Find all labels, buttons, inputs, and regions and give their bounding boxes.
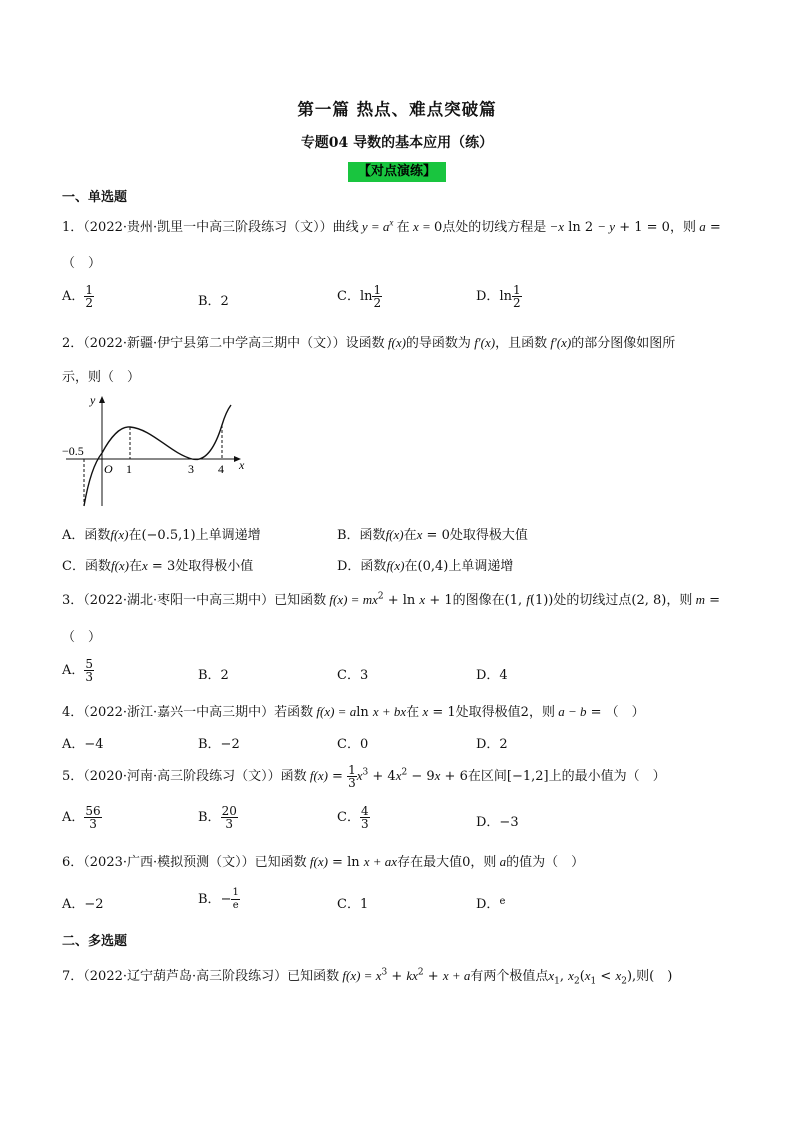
q3-option-c: C．3 [337,668,369,683]
question-3-stem: 3．（2022·湖北·枣阳一中高三期中）已知函数 $f(x) = mx^2 + \ln x + 1$的图像在(1, f(1))处的切线过点(2, 8)，则 m = [62,591,721,608]
question-2-stem: 2．（2022·新疆·伊宁县第二中学高三期中（文））设函数 f(x)的导函数为 f′(x)，且函数 f′(x)的部分图像如图所 [62,335,676,351]
fraction: $\frac{5}{3}$ [85,657,94,684]
question-3-paren: （ ） [62,630,102,645]
section-multi-choice: 二、多选题 [62,934,128,949]
q1-option-b: B．2 [198,294,229,309]
label-origin: O [104,462,113,476]
q4-option-a: A．−4 [62,737,104,752]
q1-option-d: D．ln $\frac{1}{2}$ [476,283,521,310]
label-x: x [239,458,245,472]
q2-option-a: A．函数f(x)在(−0.5,1)上单调递增 [62,527,261,543]
q2-option-d: D．函数f(x)在(0,4)上单调递增 [337,558,514,574]
q3-option-b: B．2 [198,668,229,683]
fraction: $\frac{4}{3}$ [360,804,369,831]
label-four: 4 [218,462,224,476]
derivative-graph [62,393,252,513]
q5-option-d: D．−3 [476,815,519,830]
label-one: 1 [126,462,132,476]
question-1-stem: 1．（2022·贵州·凯里一中高三阶段练习（文））曲线 $y = a^x$ 在 x = 0点处的切线方程是 −x ln 2 − y + 1 = 0，则 a = [62,217,721,235]
label-three: 3 [188,462,194,476]
q5-option-c: C． $\frac{4}{3}$ [337,804,369,831]
curve [84,405,231,506]
q1-option-c: C．ln $\frac{1}{2}$ [337,283,382,310]
question-1-paren: （ ） [62,256,102,271]
question-4-stem: 4．（2022·浙江·嘉兴一中高三期中）若函数 f(x) = aln x + bx在 x = 1处取得极值2，则 a − b = （ ） [62,704,645,720]
q4-option-c: C．0 [337,737,369,752]
q6-option-c: C．1 [337,897,369,912]
q5-option-a: A． $\frac{56}{3}$ [62,804,101,831]
fraction: $\frac{1}{e}$ [232,887,239,911]
q3-option-d: D．4 [476,668,508,683]
question-2-line2: 示，则（ ） [62,370,141,385]
q5-option-b: B． $\frac{20}{3}$ [198,804,237,831]
y-axis-arrow [99,396,105,403]
page-subtitle: 专题04 导数的基本应用（练） [300,135,494,151]
q4-option-b: B．−2 [198,737,240,752]
question-6-stem: 6．（2023·广西·模拟预测（文））已知函数 f(x) = ln x + ax存在最大值0，则 a的值为（ ） [62,854,585,870]
fraction: $\frac{1}{2}$ [373,283,382,310]
q4-option-d: D．2 [476,737,508,752]
section-single-choice: 一、单选题 [62,190,128,205]
label-y: y [90,393,96,407]
q2-option-b: B．函数f(x)在x = 0处取得极大值 [337,527,528,543]
practice-badge: 【对点演练】 [348,162,446,182]
fraction: $\frac{56}{3}$ [85,804,101,831]
q1-option-a: A． $\frac{1}{2}$ [62,283,94,310]
label-neg05: −0.5 [62,444,84,458]
q6-option-a: A．−2 [62,897,104,912]
page-title: 第一篇 热点、难点突破篇 [297,100,497,119]
q2-option-c: C．函数f(x)在x = 3处取得极小值 [62,558,254,574]
q6-option-b: B．− $\frac{1}{e}$ [198,887,239,911]
fraction: $\frac{1}{3}$ [348,763,356,790]
fraction: $\frac{1}{2}$ [512,283,521,310]
question-7-stem: 7．（2022·辽宁葫芦岛·高三阶段练习）已知函数 $f(x) = x^3 + kx^2 + x + a$有两个极值点$x_1$, $x_2(x_1 < x_2)$,则( ) [62,967,673,987]
fraction: $\frac{1}{2}$ [85,283,94,310]
fraction: $\frac{20}{3}$ [221,804,237,831]
q3-option-a: A． $\frac{5}{3}$ [62,657,94,684]
q6-option-d: D．$^e$ [476,896,506,912]
question-5-stem: 5．（2020·河南·高三阶段练习（文））函数 f(x) = $\frac{1}{3}$ $x^3 + 4x^2 - 9x + 6$在区间[−1,2]上的最小值为（ ） [62,763,666,790]
